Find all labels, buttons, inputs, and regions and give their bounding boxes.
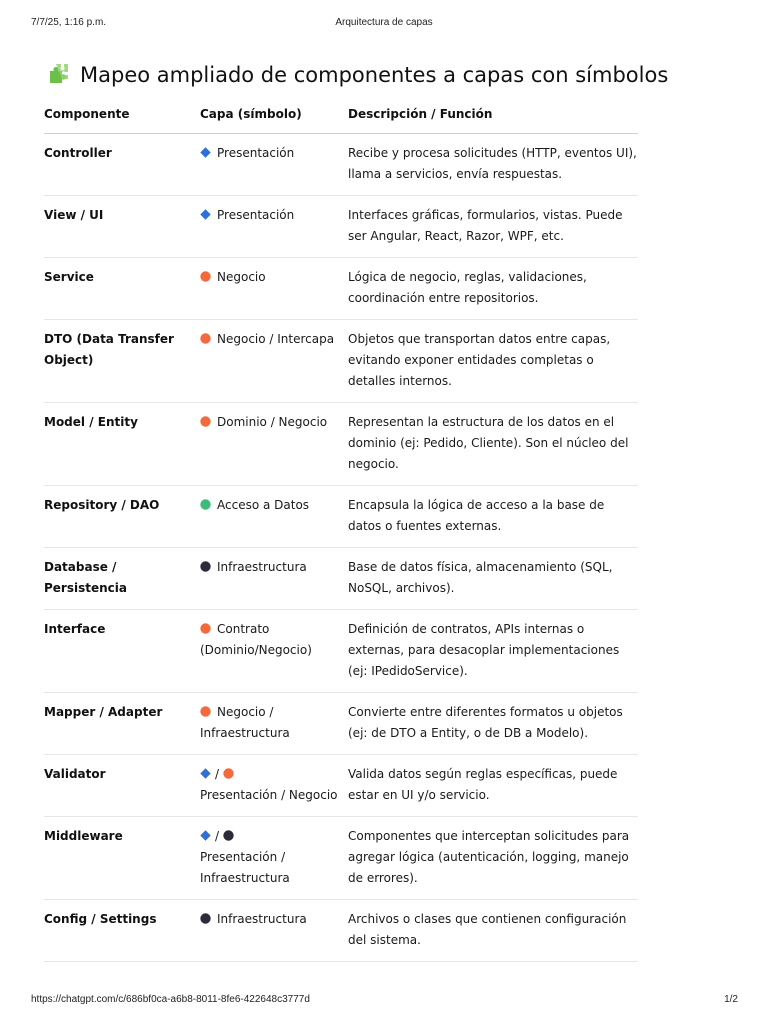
table-row [44, 900, 638, 962]
component-description: Componentes que interceptan solicitudes para agregar lógica (autenticación, logging, manejo de errores). [348, 817, 638, 900]
page-title [46, 62, 706, 87]
layer-label: Infraestructura [217, 560, 307, 574]
layer-label: Acceso a Datos [217, 498, 310, 512]
component-name: Validator [44, 755, 200, 817]
blue-diamond-icon [200, 209, 211, 220]
component-name: Service [44, 258, 200, 320]
layer-label: Infraestructura [217, 912, 307, 926]
puzzle-icon [46, 62, 72, 86]
table-row [44, 610, 638, 693]
layer-cell [200, 320, 348, 403]
table-row [44, 548, 638, 610]
table-row [44, 486, 638, 548]
table-row [44, 755, 638, 817]
dark-circle-icon [200, 561, 211, 572]
component-name: Middleware [44, 817, 200, 900]
table-row [44, 196, 638, 258]
dark-circle-icon [200, 913, 211, 924]
table-row [44, 693, 638, 755]
table-row [44, 320, 638, 403]
print-document-title: Arquitectura de capas [335, 17, 433, 28]
page-title-text: Mapeo ampliado de componentes a capas con símbolos [80, 63, 669, 87]
blue-diamond-icon [200, 830, 211, 841]
layer-cell [200, 900, 348, 962]
component-description: Interfaces gráficas, formularios, vistas. Puede ser Angular, React, Razor, WPF, etc. [348, 196, 638, 258]
layer-label: Negocio / Infraestructura [200, 705, 290, 740]
dark-circle-icon [223, 830, 234, 841]
layer-cell [200, 258, 348, 320]
orange-circle-icon [223, 768, 234, 779]
orange-circle-icon [200, 623, 211, 634]
layer-cell [200, 817, 348, 900]
layer-cell [200, 403, 348, 486]
component-name: View / UI [44, 196, 200, 258]
table-row [44, 258, 638, 320]
component-description: Base de datos física, almacenamiento (SQL, NoSQL, archivos). [348, 548, 638, 610]
layer-cell [200, 134, 348, 196]
layer-cell [200, 755, 348, 817]
green-circle-icon [200, 499, 211, 510]
layer-label: Dominio / Negocio [217, 415, 328, 429]
orange-circle-icon [200, 271, 211, 282]
orange-circle-icon [200, 333, 211, 344]
table-header-row [44, 100, 638, 134]
layer-cell [200, 548, 348, 610]
component-description: Archivos o clases que contienen configuración del sistema. [348, 900, 638, 962]
header-layer: Capa (símbolo) [200, 100, 348, 134]
component-description: Definición de contratos, APIs internas o externas, para desacoplar implementaciones (ej: IPedidoService). [348, 610, 638, 693]
component-name: Interface [44, 610, 200, 693]
component-name: Model / Entity [44, 403, 200, 486]
component-description: Lógica de negocio, reglas, validaciones, coordinación entre repositorios. [348, 258, 638, 320]
orange-circle-icon [200, 416, 211, 427]
blue-diamond-icon [200, 768, 211, 779]
component-name: Mapper / Adapter [44, 693, 200, 755]
layer-label: Negocio [217, 270, 266, 284]
layer-label: Negocio / Intercapa [217, 332, 335, 346]
components-layer-table [44, 100, 638, 962]
layer-label: Presentación / Negocio [200, 788, 338, 802]
table-row [44, 403, 638, 486]
component-name: Repository / DAO [44, 486, 200, 548]
blue-diamond-icon [200, 147, 211, 158]
component-name: Config / Settings [44, 900, 200, 962]
component-description: Encapsula la lógica de acceso a la base de datos o fuentes externas. [348, 486, 638, 548]
header-description: Descripción / Función [348, 100, 638, 134]
print-datetime: 7/7/25, 1:16 p.m. [31, 17, 107, 28]
table-row [44, 817, 638, 900]
layer-label: Presentación / Infraestructura [200, 850, 290, 885]
print-url: https://chatgpt.com/c/686bf0ca-a6b8-8011-8fe6-422648c3777d [31, 994, 310, 1005]
component-description: Objetos que transportan datos entre capas, evitando exponer entidades completas o detalles internos. [348, 320, 638, 403]
table-row [44, 134, 638, 196]
layer-label: Presentación [217, 208, 295, 222]
component-description: Recibe y procesa solicitudes (HTTP, eventos UI), llama a servicios, envía respuestas. [348, 134, 638, 196]
component-name: DTO (Data Transfer Object) [44, 320, 200, 403]
header-component: Componente [44, 100, 200, 134]
layer-cell [200, 693, 348, 755]
component-description: Valida datos según reglas específicas, puede estar en UI y/o servicio. [348, 755, 638, 817]
layer-label: Contrato (Dominio/Negocio) [200, 622, 312, 657]
layer-cell [200, 196, 348, 258]
layer-label: Presentación [217, 146, 295, 160]
symbol-separator: / [215, 767, 220, 781]
component-name: Database / Persistencia [44, 548, 200, 610]
layer-cell [200, 486, 348, 548]
component-description: Representan la estructura de los datos en el dominio (ej: Pedido, Cliente). Son el núcleo del negocio. [348, 403, 638, 486]
orange-circle-icon [200, 706, 211, 717]
component-name: Controller [44, 134, 200, 196]
symbol-separator: / [215, 829, 220, 843]
component-description: Convierte entre diferentes formatos u objetos (ej: de DTO a Entity, o de DB a Modelo). [348, 693, 638, 755]
page-number: 1/2 [724, 994, 738, 1005]
layer-cell [200, 610, 348, 693]
